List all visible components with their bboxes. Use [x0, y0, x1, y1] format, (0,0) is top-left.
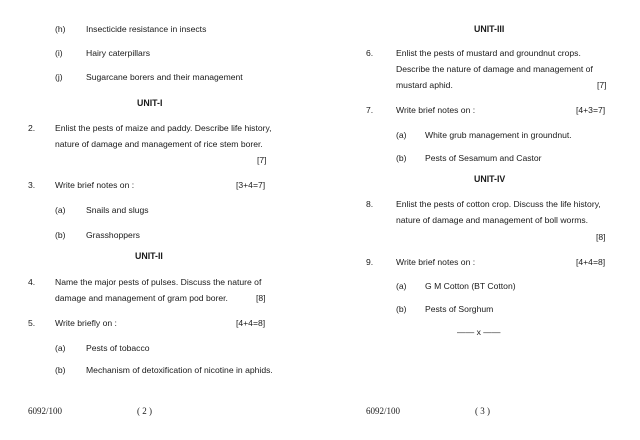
marks: [4+4=8]	[576, 257, 606, 267]
question-text: Write brief notes on :	[396, 257, 476, 267]
page-number: ( 2 )	[137, 406, 152, 416]
question-number: 3.	[28, 180, 36, 190]
question-number: 4.	[28, 277, 36, 287]
sub-label: (a)	[55, 205, 66, 215]
sub-text: Pests of Sorghum	[425, 304, 494, 314]
page-number: ( 3 )	[475, 406, 490, 416]
paper-code: 6092/100	[28, 406, 63, 416]
question-text: Enlist the pests of mustard and groundnut crops.	[396, 48, 581, 58]
item-text: Hairy caterpillars	[86, 48, 150, 58]
sub-text: Pests of Sesamum and Castor	[425, 153, 542, 163]
end-mark: —— x ——	[457, 327, 501, 337]
question-text: Enlist the pests of cotton crop. Discuss the life history,	[396, 199, 601, 209]
item-label: (i)	[55, 48, 63, 58]
question-text: nature of damage and management of boll worms.	[396, 215, 589, 225]
question-number: 2.	[28, 123, 36, 133]
question-text: Write brief notes on :	[396, 105, 476, 115]
question-text: Enlist the pests of maize and paddy. Describe life history,	[55, 123, 272, 133]
question-text: mustard aphid.	[396, 80, 453, 90]
sub-label: (a)	[396, 281, 407, 291]
question-number: 9.	[366, 257, 374, 267]
question-text: Name the major pests of pulses. Discuss the nature of	[55, 277, 262, 287]
marks: [8]	[256, 293, 266, 303]
sub-text: Pests of tobacco	[86, 343, 150, 353]
sub-text: Snails and slugs	[86, 205, 149, 215]
question-text: damage and management of gram pod borer.	[55, 293, 228, 303]
unit-heading: UNIT-III	[474, 24, 505, 34]
unit-heading: UNIT-IV	[474, 174, 506, 184]
question-text: Describe the nature of damage and management of	[396, 64, 593, 74]
question-number: 5.	[28, 318, 36, 328]
question-text: Write briefly on :	[55, 318, 117, 328]
question-text: nature of damage and management of rice stem borer.	[55, 139, 263, 149]
marks: [8]	[596, 232, 606, 242]
sub-text: White grub management in groundnut.	[425, 130, 572, 140]
marks: [3+4=7]	[236, 180, 266, 190]
sub-label: (b)	[55, 230, 66, 240]
item-text: Insecticide resistance in insects	[86, 24, 207, 34]
sub-label: (b)	[396, 153, 407, 163]
question-number: 6.	[366, 48, 374, 58]
unit-heading: UNIT-I	[137, 98, 163, 108]
unit-heading: UNIT-II	[135, 251, 163, 261]
paper-code: 6092/100	[366, 406, 401, 416]
sub-text: Mechanism of detoxification of nicotine in aphids.	[86, 365, 273, 375]
marks: [4+4=8]	[236, 318, 266, 328]
item-label: (j)	[55, 72, 63, 82]
question-number: 8.	[366, 199, 374, 209]
sub-text: G M Cotton (BT Cotton)	[425, 281, 516, 291]
marks: [4+3=7]	[576, 105, 606, 115]
marks: [7]	[257, 155, 267, 165]
sub-label: (b)	[55, 365, 66, 375]
right-page	[320, 0, 640, 440]
item-label: (h)	[55, 24, 66, 34]
question-text: Write brief notes on :	[55, 180, 135, 190]
sub-label: (a)	[55, 343, 66, 353]
question-number: 7.	[366, 105, 374, 115]
sub-label: (a)	[396, 130, 407, 140]
marks: [7]	[597, 80, 607, 90]
sub-label: (b)	[396, 304, 407, 314]
item-text: Sugarcane borers and their management	[86, 72, 243, 82]
sub-text: Grasshoppers	[86, 230, 140, 240]
